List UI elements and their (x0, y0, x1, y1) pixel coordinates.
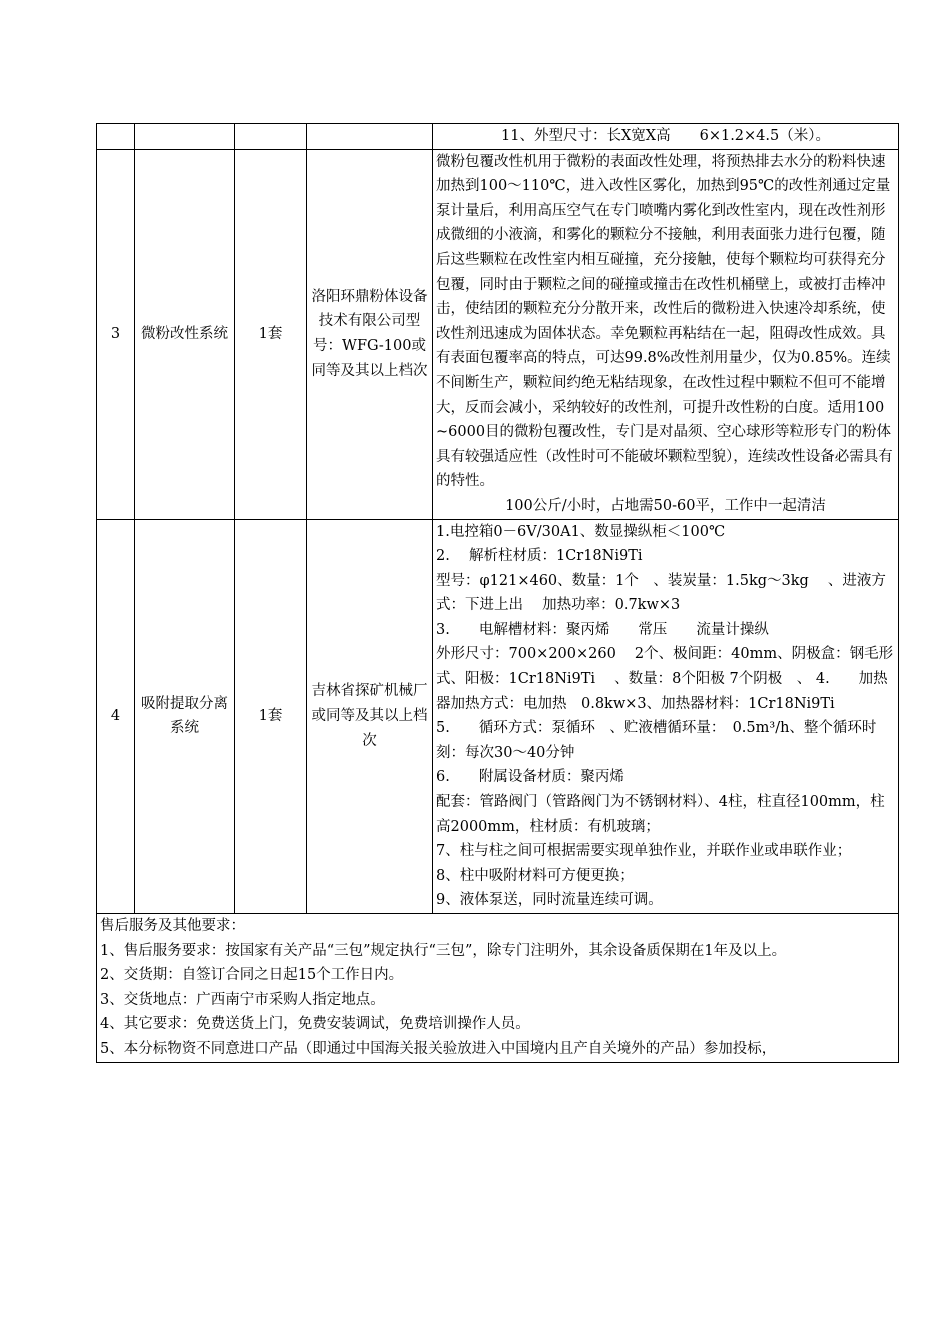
desc-prev-text: 11、外型尺寸：长X宽X高 6×1.2×4.5（米）。 (501, 128, 830, 144)
table-row-3 (97, 149, 899, 519)
requirement-item: 1、售后服务要求：按国家有关产品“三包”规定执行“三包”，除专门注明外，其余设备质保期在1年及以上。 (100, 942, 787, 959)
item-quantity: 1套 (235, 149, 307, 519)
spec-line: 3. 电解槽材料：聚丙烯 常压 流量计操纵 (436, 621, 769, 638)
after-sales-section (97, 914, 899, 1063)
table-row-previous (97, 124, 899, 150)
spec-line: 6. 附属设备材质：聚丙烯 (436, 769, 624, 786)
item-number: 4 (97, 519, 135, 914)
cell-name-empty (135, 124, 235, 150)
description-text: 微粉包覆改性机用于微粉的表面改性处理，将预热排去水分的粉料快速加热到100～110℃，进入改性区雾化，加热到95℃的改性剂通过定量泵计量后，利用高压空气在专门喷嘴内雾化到改性室内，现在改性剂形成微细的小液滴，和雾化的颗粒分不接触，利用表面张力进行包覆，随后这些颗粒在改性室内相互碰撞，充分接触，使每个颗粒均可获得充分包覆，同时由于颗粒之间的碰撞或撞击在改性机桶壁上，或被打击棒冲击，使结团的颗粒充分分散开来，改性后的微粉进入快速冷却系统，使改性剂迅速成为固体状态。幸免颗粒再粘结在一起，阻碍改性成效。具有表面包覆率高的特点，可达99.8%改性剂用量少，仅为0.85%。连续不间断生产，颗粒间约绝无粘结现象，在改性过程中颗粒不但可不能增大，反而会减小，采纳较好的改性剂，可提升改性粉的白度。适用100 ~6000目的微粉包覆改性，专门是对晶须、空心球形等粒形专门的粉体具有较强适应性（改性时可不能破坏颗粒型貌），连续改性设备必需具有的特性。 (436, 153, 893, 490)
item-description (433, 149, 899, 519)
after-sales-heading: 售后服务及其他要求： (100, 918, 245, 934)
capacity-text: 100公斤/小时，占地需50-60平，工作中一起清洁 (505, 497, 826, 514)
spec-line: 配套：管路阀门（管路阀门为不锈钢材料）、4柱，柱直径100mm，柱高2000mm，柱材质：有机玻璃； (436, 794, 885, 835)
cell-qty-empty (235, 124, 307, 150)
spec-line: 8、柱中吸附材料可方便更换； (436, 867, 634, 884)
requirement-item: 2、交货期：自签订合同之日起15个工作日内。 (100, 967, 404, 984)
spec-line: 5. 循环方式：泵循环 、贮液槽循环量： 0.5m³/h、整个循环时刻：每次30～40分钟 (436, 720, 877, 761)
cell-desc-prev (433, 124, 899, 150)
item-name: 吸附提取分离系统 (135, 519, 235, 914)
spec-line: 9、液体泵送，同时流量连续可调。 (436, 892, 663, 909)
cell-brand-empty (307, 124, 433, 150)
requirement-item: 4、其它要求：免费送货上门，免费安装调试，免费培训操作人员。 (100, 1016, 530, 1033)
item-number: 3 (97, 149, 135, 519)
spec-line: 型号：φ121×460、数量：1个 、装炭量：1.5kg～3kg 、进液方式：下进上出 加热功率：0.7kw×3 (436, 572, 886, 614)
spec-line: 7、柱与柱之间可根据需要实现单独作业，并联作业或串联作业； (436, 843, 852, 860)
cell-num-empty (97, 124, 135, 150)
spec-line: 2. 解析柱材质：1Cr18Ni9Ti (436, 548, 643, 565)
item-brand: 洛阳环鼎粉体设备技术有限公司型号：WFG-100或同等及其以上档次 (307, 149, 433, 519)
requirement-item: 5、本分标物资不同意进口产品（即通过中国海关报关验放进入中国境内且产自关境外的产品）参加投标， (100, 1040, 777, 1057)
spec-line: 1.电控箱0－6V/30A1、数显操纵柜＜100℃ (436, 523, 726, 540)
spec-table (96, 123, 899, 1063)
spec-line: 外形尺寸：700×200×260 2个、极间距：40mm、阴极盒：钢毛形式、阳极：1Cr18Ni9Ti 、数量：8个阳极 7个阴极 、 4. 加热器加热方式：电加热 0.8kw×3、加热器材料：1Cr18Ni9Ti (436, 646, 894, 712)
table-row-4 (97, 519, 899, 914)
item-quantity: 1套 (235, 519, 307, 914)
item-description (433, 519, 899, 914)
requirement-item: 3、交货地点：广西南宁市采购人指定地点。 (100, 991, 385, 1008)
table-row-footer (97, 914, 899, 1063)
item-name: 微粉改性系统 (135, 149, 235, 519)
item-brand: 吉林省探矿机械厂或同等及其以上档次 (307, 519, 433, 914)
